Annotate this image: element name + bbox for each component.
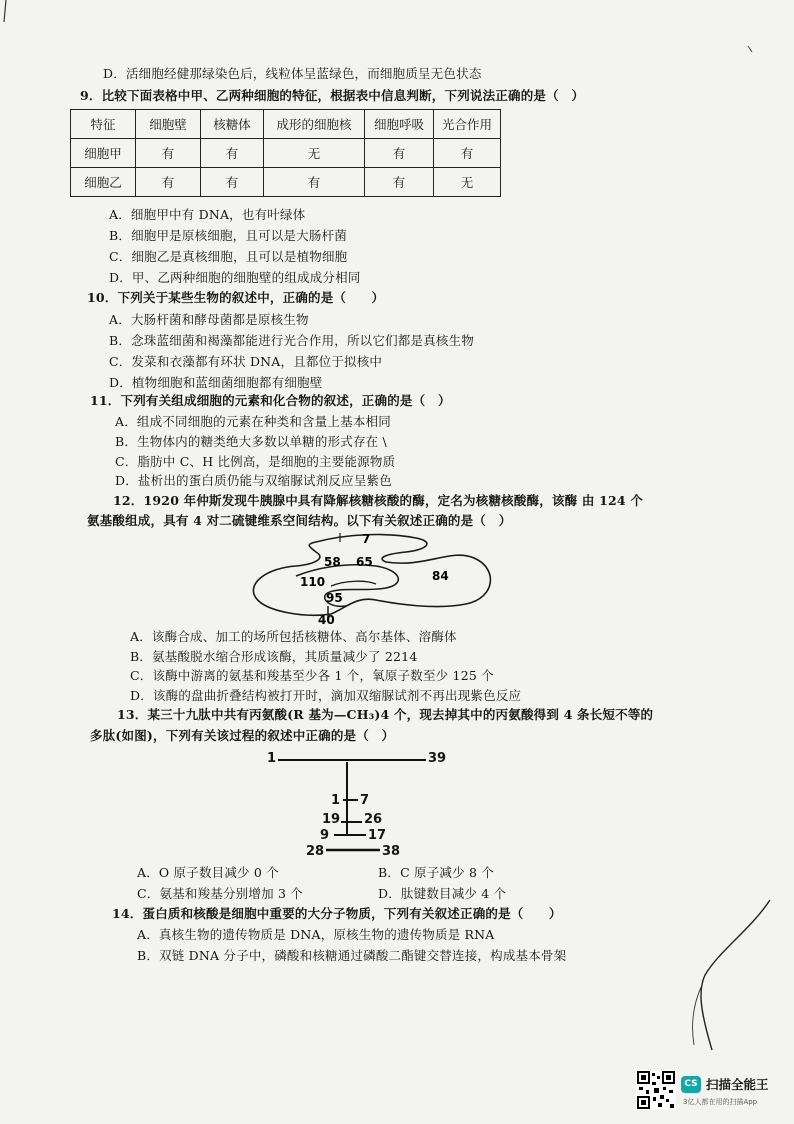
table-header: 细胞壁 (136, 110, 201, 139)
fragment-start-label: 28 (306, 844, 325, 859)
table-cell: 有 (136, 139, 201, 168)
diagram-label: 65 (356, 555, 373, 569)
fragment-end-label: 26 (364, 812, 383, 827)
q13-option-d: D．肽键数目减少 4 个 (378, 886, 507, 901)
table-header: 光合作用 (434, 110, 501, 139)
q9-option-a: A．细胞甲中有 DNA，也有叶绿体 (109, 207, 306, 222)
qr-code-icon (636, 1070, 676, 1110)
q9-option-b: B．细胞甲是原核细胞，且可以是大肠杆菌 (109, 228, 347, 243)
q12-option-a: A．该酶合成、加工的场所包括核糖体、高尔基体、溶酶体 (130, 629, 457, 644)
q11-option-a: A．组成不同细胞的元素在种类和含量上基本相同 (115, 414, 391, 429)
q13-option-c: C．氨基和羧基分别增加 3 个 (137, 886, 303, 901)
table-header-row (71, 110, 501, 139)
table-cell: 有 (201, 168, 264, 197)
q10-option-a: A．大肠杆菌和酵母菌都是原核生物 (109, 312, 309, 327)
diagram-label: 110 (300, 575, 326, 589)
fragment-start-label: 9 (320, 828, 330, 843)
q10-option-d: D．植物细胞和蓝细菌细胞都有细胞壁 (109, 375, 323, 390)
q11-stem: 11．下列有关组成细胞的元素和化合物的叙述，正确的是（ ） (90, 393, 451, 408)
chain-end-label: 39 (428, 751, 447, 766)
table-header: 成形的细胞核 (264, 110, 365, 139)
table-cell: 细胞甲 (71, 139, 136, 168)
q12-stem-line1: 12．1920 年仲斯发现牛胰腺中具有降解核糖核酸的酶，定名为核糖核酸酶，该酶 由 124 个 (113, 493, 644, 508)
q9-option-d: D．甲、乙两种细胞的细胞壁的组成成分相同 (109, 270, 361, 285)
q13-option-b: B．C 原子减少 8 个 (378, 865, 495, 880)
fragment-start-label: 1 (331, 793, 341, 808)
table-cell: 无 (264, 139, 365, 168)
diagram-label: 84 (432, 569, 449, 583)
diagram-label: 58 (324, 555, 341, 569)
fragment-end-label: 38 (382, 844, 401, 859)
q9-stem: 9．比较下面表格中甲、乙两种细胞的特征，根据表中信息判断，下列说法正确的是（ ） (80, 88, 585, 103)
q13-option-a: A．O 原子数目减少 0 个 (137, 865, 279, 880)
q14-option-b: B．双链 DNA 分子中，磷酸和核糖通过磷酸二酯键交替连接，构成基本骨架 (137, 948, 567, 963)
diagram-label: 7 (362, 532, 371, 546)
q9-table (70, 109, 501, 197)
table-header: 核糖体 (201, 110, 264, 139)
table-cell: 有 (365, 168, 434, 197)
diagram-label: 40 (318, 613, 335, 627)
q14-stem: 14．蛋白质和核酸是细胞中重要的大分子物质，下列有关叙述正确的是（ ） (112, 906, 562, 921)
q9-option-c: C．细胞乙是真核细胞，且可以是植物细胞 (109, 249, 348, 264)
q10-option-b: B．念珠蓝细菌和褐藻都能进行光合作用，所以它们都是真核生物 (109, 333, 474, 348)
q12-option-b: B．氨基酸脱水缩合形成该酶，其质量减少了 2214 (130, 649, 418, 664)
q8-option-d: D．活细胞经健那绿染色后，线粒体呈蓝绿色，而细胞质呈无色状态 (103, 66, 482, 81)
table-cell: 有 (136, 168, 201, 197)
q12-option-c: C．该酶中游离的氨基和羧基至少各 1 个，氧原子数至少 125 个 (130, 668, 494, 683)
q14-option-a: A．真核生物的遗传物质是 DNA，原核生物的遗传物质是 RNA (137, 927, 495, 942)
chain-start-label: 1 (267, 751, 277, 766)
fragment-end-label: 17 (368, 828, 387, 843)
q12-option-d: D．该酶的盘曲折叠结构被打开时，滴加双缩脲试剂不再出现紫色反应 (130, 688, 522, 703)
scanner-app-name: 扫描全能王 (706, 1077, 769, 1092)
camscanner-logo-icon: CS (681, 1076, 701, 1093)
table-cell: 有 (201, 139, 264, 168)
table-row (71, 168, 501, 197)
q13-stem-line2: 多肽(如图)，下列有关该过程的叙述中正确的是（ ） (90, 728, 395, 743)
table-header: 细胞呼吸 (365, 110, 434, 139)
q11-option-c: C．脂肪中 C、H 比例高，是细胞的主要能源物质 (115, 454, 396, 469)
q12-stem-line2: 氨基酸组成，具有 4 对二硫键维系空间结构。以下有关叙述正确的是（ ） (87, 513, 512, 528)
fragment-start-label: 19 (322, 812, 341, 827)
table-row (71, 139, 501, 168)
q13-stem-line1: 13．某三十九肽中共有丙氨酸(R 基为—CH₃)4 个，现去掉其中的丙氨酸得到 4 条长短不等的 (117, 707, 654, 722)
diagram-label: 95 (326, 591, 343, 605)
q11-option-d: D．盐析出的蛋白质仍能与双缩脲试剂反应呈紫色 (115, 473, 392, 488)
q10-stem: 10．下列关于某些生物的叙述中，正确的是（ ） (87, 290, 385, 305)
ribonuclease-structure-diagram (236, 528, 500, 628)
table-cell: 有 (264, 168, 365, 197)
table-cell: 细胞乙 (71, 168, 136, 197)
q10-option-c: C．发菜和衣藻都有环状 DNA，且都位于拟核中 (109, 354, 383, 369)
table-header: 特征 (71, 110, 136, 139)
table-cell: 有 (434, 139, 501, 168)
q11-option-b: B．生物体内的糖类绝大多数以单糖的形式存在 \ (115, 434, 387, 449)
table-cell: 无 (434, 168, 501, 197)
fragment-end-label: 7 (360, 793, 370, 808)
scanner-app-tagline: 3亿人都在用的扫描App (683, 1098, 758, 1106)
table-cell: 有 (365, 139, 434, 168)
